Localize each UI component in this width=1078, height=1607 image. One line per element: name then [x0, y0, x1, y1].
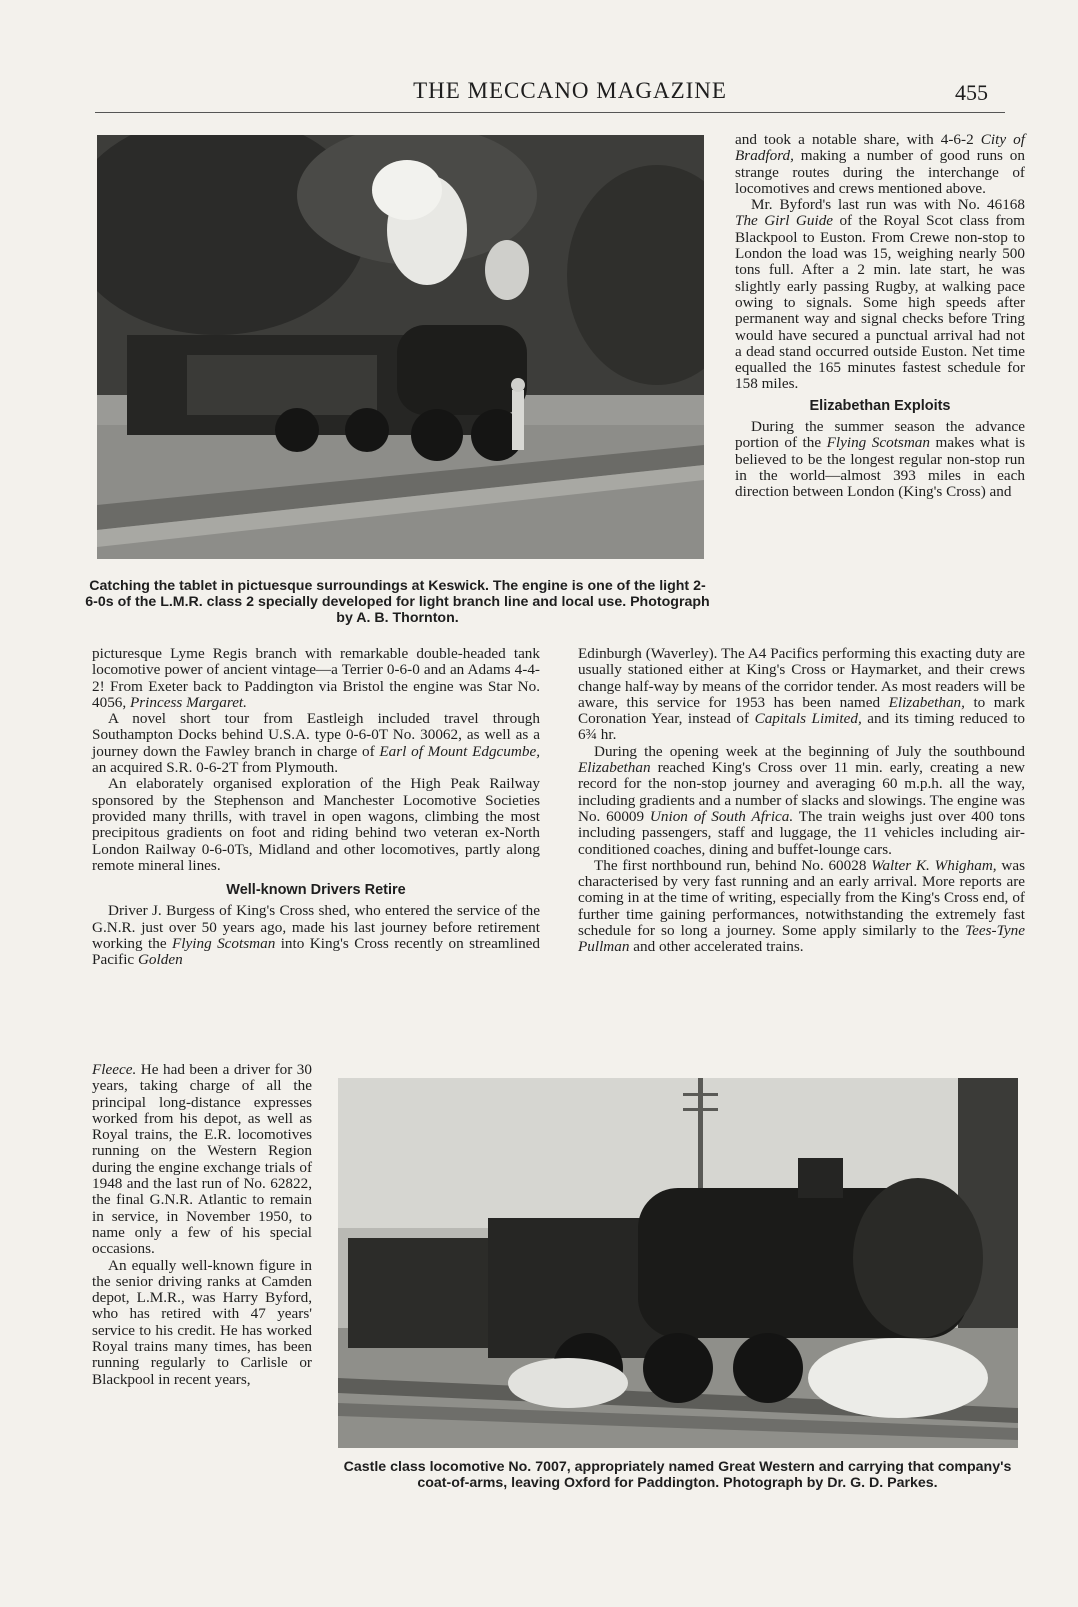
magazine-title: THE MECCANO MAGAZINE [413, 78, 727, 103]
paragraph: An elaborately organised exploration of the High Peak Railway sponsored by the Stephenson and Manchester Locomotive Societies provided many thrills, with travel in open wagons, climbing the most precipitous gradients on foot and riding behind two veteran ex-North London Railway 0-6-0Ts, Midland and other locomotives, partly along remote mineral lines. [92, 775, 540, 874]
section-heading-elizabethan: Elizabethan Exploits [809, 397, 951, 414]
section-heading-drivers: Well-known Drivers Retire [226, 882, 406, 899]
paragraph: During the summer season the advance portion of the Flying Scotsman makes what is believed to be the longest regular non-stop run in the world—almost 393 miles in each direction between London (King's Cross) and [735, 418, 1025, 501]
paragraph: A novel short tour from Eastleigh included travel through Southampton Docks behind U.S.A. type 0-6-0T No. 30062, as well as a journey down the Fawley branch in charge of Earl of Mount Edgcumbe, an acquired S.R. 0-6-2T from Plymouth. [92, 710, 540, 777]
article-left-bottom [92, 1062, 312, 1388]
photo1-caption: Catching the tablet in pictuesque surroundings at Keswick. The engine is one of the light 2-6-0s of the L.M.R. class 2 specially developed for light branch line and local use. Photograph by A. B. Thornton. [85, 578, 710, 626]
photo-keswick-locomotive [97, 135, 704, 559]
photo2-caption: Castle class locomotive No. 7007, appropriately named Great Western and carrying that company's coat-of-arms, leaving Oxford for Paddington. Photograph by Dr. G. D. Parkes. [343, 1459, 1012, 1491]
header-rule [95, 112, 1005, 113]
paragraph: Mr. Byford's last run was with No. 46168 The Girl Guide of the Royal Scot class from Blackpool to Euston. From Crewe non-stop to London the load was 15, weighing nearly 500 tons full. After a 2 min. late start, he was slightly early passing Rugby, at walking pace owing to signals. Some high speeds after permanent way and signal checks before Tring would have secured a punctual arrival had not a dead stand occurred outside Euston. Net time equalled the 165 minutes fastest schedule for 158 miles. [735, 196, 1025, 393]
page-number: 455 [955, 80, 988, 105]
article-right-top [735, 132, 1025, 501]
paragraph: The first northbound run, behind No. 60028 Walter K. Whigham, was characterised by very fast running and an early arrival. More reports are coming in at the time of writing, especially from the King's Cross end, of further time gaining performances, notwithstanding the extremely fast schedule for so long a journey. Some apply similarly to the Tees-Tyne Pullman and other accelerated trains. [578, 856, 1025, 956]
paragraph: An equally well-known figure in the senior driving ranks at Camden depot, L.M.R., was Harry Byford, who has retired with 47 years' service to his credit. He has worked Royal trains many times, has been running regularly to Carlisle or Blackpool in recent years, [92, 1256, 312, 1388]
paragraph: During the opening week at the beginning of July the southbound Elizabethan reached King's Cross over 11 min. early, creating a new record for the non-stop journey and averaging 60 m.p.h. all the way, including gradients and a number of slacks and slowings. The engine was No. 60009 Union of South Africa. The train weighs just over 400 tons including passengers, staff and luggage, the 11 vehicles including air-conditioned coaches, dining and buffet-lounge cars. [578, 742, 1025, 858]
photo-castle-class-locomotive [338, 1078, 1018, 1448]
paragraph: Edinburgh (Waverley). The A4 Pacifics performing this exacting duty are usually stationed either at King's Cross or Haymarket, and their crews change half-way by means of the corridor tender. As most readers will be aware, this service for 1953 has been named Elizabethan, to mark Coronation Year, instead of Capitals Limited, and its timing reduced to 6¾ hr. [578, 645, 1026, 744]
paragraph: and took a notable share, with 4-6-2 City of Bradford, making a number of good runs on strange routes during the interchange of locomotives and crews mentioned above. [735, 131, 1025, 197]
paragraph: picturesque Lyme Regis branch with remarkable double-headed tank locomotive power of ancient vintage—a Terrier 0-6-0 and an Adams 4-4-2! From Exeter back to Paddington via Bristol the engine was Star No. 4056, Princess Margaret. [92, 645, 540, 711]
article-right-mid [578, 646, 1025, 956]
paragraph: Fleece. He had been a driver for 30 years, taking charge of all the principal long-distance expresses worked from his depot, as well as Royal trains, the E.R. locomotives running on the Western Region during the engine exchange trials of 1948 and the last run of No. 62822, the final G.N.R. Atlantic to remain in service, in November 1950, to name only a few of his special occasions. [92, 1061, 312, 1258]
paragraph: Driver J. Burgess of King's Cross shed, who entered the service of the G.N.R. just over 50 years ago, made his last journey before retirement working the Flying Scotsman into King's Cross recently on streamlined Pacific Golden [92, 902, 540, 969]
article-left-mid [92, 646, 540, 969]
